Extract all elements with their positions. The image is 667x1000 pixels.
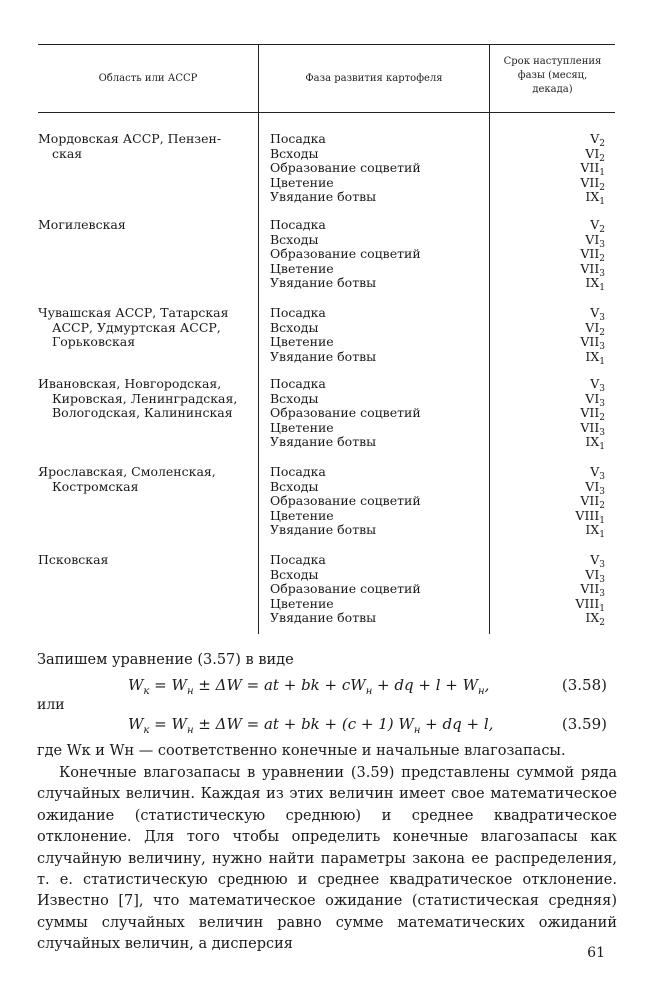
term-month: VI xyxy=(585,145,600,161)
phase-cell xyxy=(270,218,421,291)
term-decade: 2 xyxy=(599,618,605,628)
term-decade: 1 xyxy=(599,442,605,452)
term-item xyxy=(580,132,605,147)
phase-item: Образование соцветий xyxy=(270,405,421,420)
term-month: IX xyxy=(585,275,600,290)
header-region: Область или АССР xyxy=(98,73,198,84)
phase-item: Всходы xyxy=(270,231,319,247)
term-month: VIII xyxy=(575,595,600,611)
term-month: VI xyxy=(585,319,600,335)
term-month: VI xyxy=(585,566,600,582)
term-month: VI xyxy=(585,390,600,406)
phase-item: Увядание ботвы xyxy=(270,522,377,537)
column-divider-2 xyxy=(489,44,490,634)
term-month: IX xyxy=(585,522,600,537)
term-month: VII xyxy=(580,174,600,190)
phase-item: Посадка xyxy=(270,217,326,232)
term-item xyxy=(575,582,605,597)
term-item xyxy=(580,276,605,291)
term-decade: 1 xyxy=(599,530,605,540)
phase-item: Образование соцветий xyxy=(270,581,421,596)
term-month: VII xyxy=(580,160,600,175)
term-item xyxy=(575,553,605,568)
region-cell xyxy=(38,553,253,568)
region-line: Ивановская, Новгородская, xyxy=(38,376,222,391)
region-cell xyxy=(38,132,253,161)
term-month: VII xyxy=(580,334,600,349)
term-month: V xyxy=(590,217,600,232)
term-item xyxy=(580,262,605,277)
term-decade: 2 xyxy=(599,501,605,511)
term-decade: 2 xyxy=(599,139,605,149)
region-cell xyxy=(38,377,253,421)
region-line: Ярославская, Смоленская, xyxy=(38,464,216,479)
term-item xyxy=(575,568,605,583)
term-decade: 2 xyxy=(599,254,605,264)
phase-item: Посадка xyxy=(270,131,326,146)
term-month: V xyxy=(590,305,600,320)
term-month: VII xyxy=(580,405,600,420)
term-decade: 1 xyxy=(599,283,605,293)
term-decade: 1 xyxy=(599,603,605,614)
table-top-rule xyxy=(38,44,615,45)
term-decade: 2 xyxy=(599,153,605,164)
conjunction-ili: или xyxy=(37,697,65,713)
term-month: VII xyxy=(580,260,600,276)
term-item xyxy=(580,306,605,321)
column-divider-1 xyxy=(258,44,259,634)
table-header-rule xyxy=(38,112,615,113)
equation-number-3-58: (3.58) xyxy=(561,676,607,694)
page-number: 61 xyxy=(587,945,605,961)
term-item xyxy=(580,435,605,450)
term-decade: 1 xyxy=(599,168,605,178)
term-month: V xyxy=(590,376,600,391)
term-month: VI xyxy=(585,231,600,247)
term-decade: 1 xyxy=(599,515,605,526)
phase-item: Посадка xyxy=(270,552,326,567)
term-decade: 3 xyxy=(599,560,605,570)
term-item xyxy=(580,233,605,248)
equation-number-3-59: (3.59) xyxy=(561,715,607,733)
region-line: АССР, Удмуртская АССР, xyxy=(52,319,221,335)
term-month: IX xyxy=(585,610,600,625)
intro-line: Запишем уравнение (3.57) в виде xyxy=(37,652,294,668)
term-item xyxy=(580,161,605,176)
term-decade: 2 xyxy=(599,225,605,235)
region-line: Костромская xyxy=(52,478,139,494)
term-item xyxy=(580,406,605,421)
phase-cell xyxy=(270,377,421,450)
phase-item: Образование соцветий xyxy=(270,493,421,508)
term-month: VII xyxy=(580,581,600,596)
term-decade: 3 xyxy=(599,589,605,599)
term-item xyxy=(580,218,605,233)
term-cell xyxy=(580,305,605,367)
region-line: Мордовская АССР, Пензен- xyxy=(38,131,222,146)
where-line: где Wк и Wн — соответственно конечные и начальные влагозапасы. xyxy=(37,743,566,759)
term-month: IX xyxy=(585,189,600,204)
phase-cell xyxy=(270,465,421,538)
term-cell xyxy=(580,377,605,450)
phase-item: Всходы xyxy=(270,145,319,161)
phase-item: Всходы xyxy=(270,478,319,494)
phase-item: Увядание ботвы xyxy=(270,610,377,625)
term-decade: 3 xyxy=(599,313,605,323)
phase-item: Увядание ботвы xyxy=(270,189,377,204)
term-decade: 3 xyxy=(599,342,605,352)
phase-item: Посадка xyxy=(270,376,326,391)
term-decade: 3 xyxy=(599,268,605,279)
term-item xyxy=(580,421,605,436)
term-decade: 3 xyxy=(599,472,605,482)
term-decade: 3 xyxy=(599,239,605,250)
region-line: ская xyxy=(52,145,83,161)
phase-item: Цветение xyxy=(270,507,334,523)
header-phase: Фаза развития картофеля xyxy=(305,73,443,84)
term-item xyxy=(575,494,605,509)
term-item xyxy=(575,597,605,612)
equation-3-59: $W_к = W_н \pm \Delta W$ = at + bk + (c + 1) $W_н$ + dq + l, xyxy=(128,715,494,736)
region-cell xyxy=(38,306,253,350)
region-cell xyxy=(38,465,253,494)
phase-item: Цветение xyxy=(270,260,334,276)
term-item xyxy=(580,321,605,336)
term-item xyxy=(575,465,605,480)
term-decade: 3 xyxy=(599,486,605,497)
phase-item: Увядание ботвы xyxy=(270,348,377,364)
region-line: Вологодская, Калининская xyxy=(52,405,233,420)
phase-item: Цветение xyxy=(270,334,334,349)
term-item xyxy=(580,176,605,191)
term-item xyxy=(575,611,605,626)
term-item xyxy=(580,335,605,350)
term-item xyxy=(580,392,605,407)
term-decade: 3 xyxy=(599,384,605,394)
term-decade: 2 xyxy=(599,182,605,193)
term-cell xyxy=(575,465,605,538)
term-month: VIII xyxy=(575,507,600,523)
phase-item: Цветение xyxy=(270,595,334,611)
term-decade: 2 xyxy=(599,413,605,423)
phase-item: Всходы xyxy=(270,319,319,335)
body-paragraph: Конечные влагозапасы в уравнении (3.59) представлены суммой ряда случайных величин. Каждая из этих величин имеет свое математическое ожидание (статистическую среднюю) и среднее квадратическое отклонение. Для того чтобы определить конечные влагозапасы как случайную величину, нужно найти параметры закона ее распределения, т. е. статистическую среднюю и среднее квадратическое отклонение. Известно [7], что математическое ожидание (статистическая средняя) суммы случайных величин равно сумме математических ожиданий случайных величин, а дисперсия xyxy=(37,765,617,953)
phase-cell xyxy=(270,132,421,205)
phase-item: Цветение xyxy=(270,174,334,190)
phase-item: Образование соцветий xyxy=(270,160,421,175)
term-item xyxy=(575,509,605,524)
phase-cell xyxy=(270,553,421,626)
term-item xyxy=(580,190,605,205)
phase-item: Цветение xyxy=(270,419,334,435)
term-cell xyxy=(575,553,605,626)
term-month: VII xyxy=(580,419,600,435)
region-line: Чувашская АССР, Татарская xyxy=(38,305,229,320)
term-decade: 1 xyxy=(599,356,605,367)
term-item xyxy=(575,480,605,495)
region-cell xyxy=(38,218,253,233)
term-month: VII xyxy=(580,493,600,508)
term-item xyxy=(580,247,605,262)
phase-cell xyxy=(270,306,376,364)
term-decade: 1 xyxy=(599,197,605,207)
equation-3-58: $W_к = W_н \pm \Delta W$ = at + bk + $cW_н$ + dq + $l + W_н$, xyxy=(128,676,490,697)
region-line: Горьковская xyxy=(52,334,136,349)
term-month: IX xyxy=(585,348,600,364)
term-month: V xyxy=(590,131,600,146)
phase-item: Посадка xyxy=(270,305,326,320)
term-item xyxy=(580,377,605,392)
term-cell xyxy=(580,218,605,291)
phenology-table xyxy=(38,44,615,634)
term-month: V xyxy=(590,552,600,567)
term-item xyxy=(575,523,605,538)
term-month: VII xyxy=(580,246,600,261)
phase-item: Увядание ботвы xyxy=(270,275,377,290)
phase-item: Всходы xyxy=(270,566,319,582)
phase-item: Образование соцветий xyxy=(270,246,421,261)
term-decade: 2 xyxy=(599,327,605,338)
term-month: V xyxy=(590,464,600,479)
header-term: Срок наступления фазы (месяц, декада) xyxy=(503,56,602,95)
term-month: VI xyxy=(585,478,600,494)
term-decade: 3 xyxy=(599,427,605,438)
term-item xyxy=(580,350,605,365)
phase-item: Посадка xyxy=(270,464,326,479)
term-cell xyxy=(580,132,605,205)
phase-item: Увядание ботвы xyxy=(270,434,377,449)
term-decade: 3 xyxy=(599,398,605,409)
term-decade: 3 xyxy=(599,574,605,585)
term-month: IX xyxy=(585,434,600,449)
region-line: Псковская xyxy=(38,552,109,567)
phase-item: Всходы xyxy=(270,390,319,406)
region-line: Кировская, Ленинградская, xyxy=(52,390,238,406)
term-item xyxy=(580,147,605,162)
region-line: Могилевская xyxy=(38,217,126,232)
